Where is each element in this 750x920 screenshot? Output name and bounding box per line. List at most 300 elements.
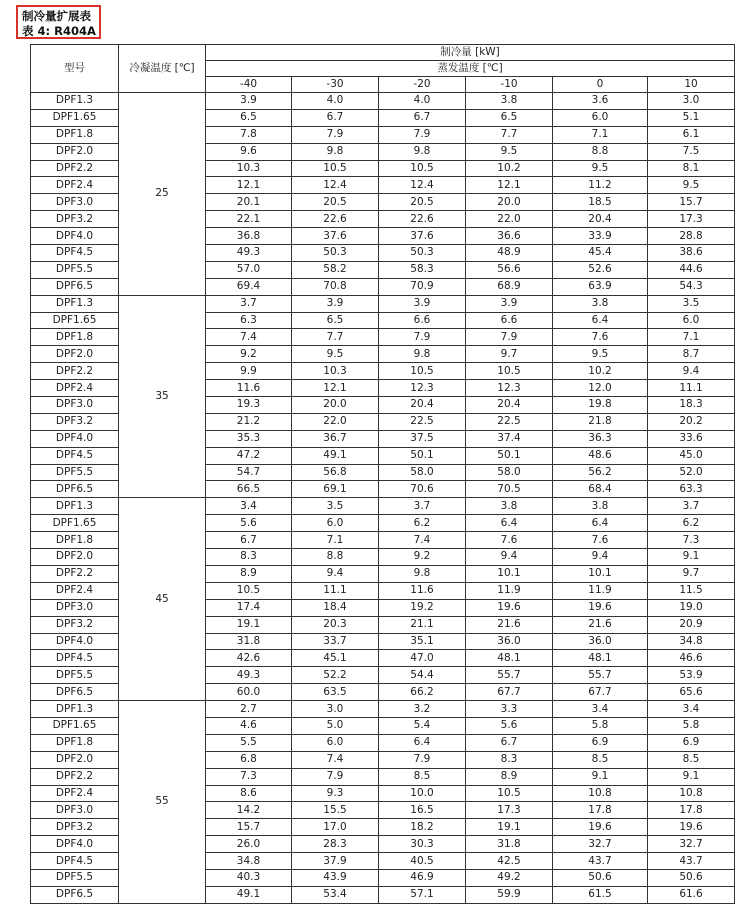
model-cell: DPF1.3 xyxy=(31,93,119,110)
capacity-cell: 21.6 xyxy=(466,616,553,633)
model-cell: DPF1.8 xyxy=(31,126,119,143)
capacity-cell: 3.9 xyxy=(379,295,466,312)
model-cell: DPF3.0 xyxy=(31,599,119,616)
capacity-cell: 10.5 xyxy=(379,363,466,380)
model-cell: DPF3.0 xyxy=(31,194,119,211)
capacity-cell: 6.0 xyxy=(292,734,379,751)
model-cell: DPF3.0 xyxy=(31,397,119,414)
table-body xyxy=(31,93,735,904)
capacity-cell: 9.7 xyxy=(466,346,553,363)
model-cell: DPF2.2 xyxy=(31,363,119,380)
capacity-cell: 3.0 xyxy=(292,701,379,718)
capacity-cell: 6.4 xyxy=(553,515,648,532)
capacity-cell: 5.8 xyxy=(553,717,648,734)
model-cell: DPF3.2 xyxy=(31,819,119,836)
capacity-cell: 6.1 xyxy=(648,126,735,143)
capacity-cell: 56.8 xyxy=(292,464,379,481)
capacity-cell: 22.5 xyxy=(466,413,553,430)
capacity-cell: 8.9 xyxy=(466,768,553,785)
capacity-cell: 9.7 xyxy=(648,565,735,582)
capacity-cell: 8.9 xyxy=(206,565,292,582)
capacity-cell: 7.6 xyxy=(466,532,553,549)
capacity-cell: 6.7 xyxy=(206,532,292,549)
capacity-cell: 21.6 xyxy=(553,616,648,633)
capacity-cell: 10.0 xyxy=(379,785,466,802)
capacity-cell: 19.6 xyxy=(466,599,553,616)
capacity-cell: 7.9 xyxy=(379,329,466,346)
capacity-cell: 70.5 xyxy=(466,481,553,498)
capacity-cell: 7.1 xyxy=(292,532,379,549)
capacity-table xyxy=(30,44,735,904)
capacity-cell: 36.7 xyxy=(292,430,379,447)
model-cell: DPF4.5 xyxy=(31,853,119,870)
capacity-cell: 4.6 xyxy=(206,717,292,734)
capacity-cell: 58.3 xyxy=(379,261,466,278)
capacity-cell: 6.4 xyxy=(553,312,648,329)
capacity-cell: 20.3 xyxy=(292,616,379,633)
capacity-cell: 7.9 xyxy=(466,329,553,346)
capacity-cell: 46.6 xyxy=(648,650,735,667)
model-cell: DPF2.0 xyxy=(31,346,119,363)
capacity-cell: 7.7 xyxy=(466,126,553,143)
table-row xyxy=(31,295,735,312)
capacity-cell: 6.0 xyxy=(292,515,379,532)
evap-col-header: -20 xyxy=(379,77,466,93)
evap-col-header: -30 xyxy=(292,77,379,93)
capacity-cell: 6.0 xyxy=(648,312,735,329)
model-cell: DPF3.0 xyxy=(31,802,119,819)
capacity-cell: 57.0 xyxy=(206,261,292,278)
capacity-cell: 10.2 xyxy=(466,160,553,177)
capacity-cell: 3.4 xyxy=(206,498,292,515)
capacity-cell: 3.9 xyxy=(466,295,553,312)
capacity-cell: 10.1 xyxy=(466,565,553,582)
capacity-cell: 7.4 xyxy=(379,532,466,549)
capacity-cell: 36.3 xyxy=(553,430,648,447)
capacity-cell: 11.2 xyxy=(553,177,648,194)
capacity-cell: 18.3 xyxy=(648,397,735,414)
capacity-cell: 10.3 xyxy=(206,160,292,177)
capacity-cell: 22.6 xyxy=(292,211,379,228)
capacity-cell: 7.3 xyxy=(648,532,735,549)
capacity-cell: 21.1 xyxy=(379,616,466,633)
capacity-cell: 3.8 xyxy=(466,498,553,515)
capacity-cell: 67.7 xyxy=(553,684,648,701)
capacity-cell: 16.5 xyxy=(379,802,466,819)
capacity-cell: 63.9 xyxy=(553,278,648,295)
model-cell: DPF2.4 xyxy=(31,582,119,599)
capacity-cell: 68.9 xyxy=(466,278,553,295)
capacity-cell: 61.5 xyxy=(553,886,648,903)
capacity-cell: 17.8 xyxy=(553,802,648,819)
capacity-cell: 40.3 xyxy=(206,869,292,886)
model-cell: DPF4.0 xyxy=(31,228,119,245)
capacity-cell: 19.0 xyxy=(648,599,735,616)
capacity-cell: 44.6 xyxy=(648,261,735,278)
capacity-cell: 18.4 xyxy=(292,599,379,616)
capacity-cell: 10.2 xyxy=(553,363,648,380)
model-cell: DPF2.4 xyxy=(31,177,119,194)
model-cell: DPF3.2 xyxy=(31,211,119,228)
capacity-cell: 20.2 xyxy=(648,413,735,430)
capacity-cell: 43.9 xyxy=(292,869,379,886)
capacity-cell: 9.8 xyxy=(379,143,466,160)
capacity-cell: 21.2 xyxy=(206,413,292,430)
capacity-cell: 9.1 xyxy=(553,768,648,785)
capacity-cell: 6.5 xyxy=(466,109,553,126)
capacity-cell: 8.7 xyxy=(648,346,735,363)
capacity-cell: 34.8 xyxy=(648,633,735,650)
capacity-cell: 6.7 xyxy=(466,734,553,751)
capacity-cell: 63.5 xyxy=(292,684,379,701)
capacity-cell: 3.7 xyxy=(206,295,292,312)
capacity-cell: 15.7 xyxy=(648,194,735,211)
model-cell: DPF5.5 xyxy=(31,464,119,481)
capacity-cell: 54.7 xyxy=(206,464,292,481)
capacity-cell: 36.0 xyxy=(553,633,648,650)
capacity-cell: 12.1 xyxy=(466,177,553,194)
capacity-cell: 8.1 xyxy=(648,160,735,177)
capacity-cell: 36.6 xyxy=(466,228,553,245)
capacity-cell: 22.1 xyxy=(206,211,292,228)
cond-temp-cell: 45 xyxy=(119,498,206,701)
capacity-cell: 22.0 xyxy=(466,211,553,228)
capacity-cell: 3.8 xyxy=(466,93,553,110)
model-cell: DPF3.2 xyxy=(31,616,119,633)
capacity-cell: 7.5 xyxy=(648,143,735,160)
cond-temp-cell: 25 xyxy=(119,93,206,296)
capacity-cell: 9.1 xyxy=(648,768,735,785)
capacity-cell: 56.6 xyxy=(466,261,553,278)
capacity-cell: 9.4 xyxy=(466,549,553,566)
capacity-cell: 7.8 xyxy=(206,126,292,143)
capacity-cell: 22.5 xyxy=(379,413,466,430)
capacity-cell: 52.6 xyxy=(553,261,648,278)
capacity-cell: 38.6 xyxy=(648,245,735,262)
model-cell: DPF1.65 xyxy=(31,515,119,532)
capacity-cell: 20.1 xyxy=(206,194,292,211)
capacity-cell: 19.3 xyxy=(206,397,292,414)
capacity-cell: 6.7 xyxy=(292,109,379,126)
capacity-cell: 70.9 xyxy=(379,278,466,295)
evap-temp-header: 蒸发温度 [℃] xyxy=(206,61,735,77)
model-cell: DPF4.0 xyxy=(31,430,119,447)
capacity-cell: 32.7 xyxy=(553,836,648,853)
model-cell: DPF2.2 xyxy=(31,768,119,785)
capacity-cell: 50.1 xyxy=(379,447,466,464)
capacity-cell: 12.0 xyxy=(553,380,648,397)
capacity-cell: 33.7 xyxy=(292,633,379,650)
capacity-cell: 8.3 xyxy=(466,751,553,768)
evap-col-header: -40 xyxy=(206,77,292,93)
capacity-cell: 3.7 xyxy=(648,498,735,515)
capacity-cell: 33.6 xyxy=(648,430,735,447)
capacity-cell: 37.4 xyxy=(466,430,553,447)
capacity-cell: 7.6 xyxy=(553,532,648,549)
capacity-cell: 20.9 xyxy=(648,616,735,633)
capacity-cell: 9.4 xyxy=(648,363,735,380)
capacity-cell: 9.5 xyxy=(553,160,648,177)
capacity-cell: 18.2 xyxy=(379,819,466,836)
model-cell: DPF2.0 xyxy=(31,143,119,160)
capacity-cell: 20.4 xyxy=(553,211,648,228)
capacity-cell: 12.4 xyxy=(292,177,379,194)
capacity-cell: 22.0 xyxy=(292,413,379,430)
capacity-cell: 47.0 xyxy=(379,650,466,667)
capacity-cell: 15.5 xyxy=(292,802,379,819)
capacity-cell: 8.6 xyxy=(206,785,292,802)
model-cell: DPF2.2 xyxy=(31,565,119,582)
capacity-cell: 6.9 xyxy=(553,734,648,751)
capacity-cell: 19.8 xyxy=(553,397,648,414)
capacity-cell: 61.6 xyxy=(648,886,735,903)
model-cell: DPF5.5 xyxy=(31,869,119,886)
capacity-cell: 48.1 xyxy=(466,650,553,667)
capacity-cell: 49.3 xyxy=(206,245,292,262)
capacity-cell: 7.1 xyxy=(648,329,735,346)
capacity-cell: 6.7 xyxy=(379,109,466,126)
capacity-cell: 3.7 xyxy=(379,498,466,515)
model-cell: DPF4.0 xyxy=(31,633,119,650)
capacity-cell: 35.3 xyxy=(206,430,292,447)
capacity-cell: 8.3 xyxy=(206,549,292,566)
capacity-cell: 12.1 xyxy=(206,177,292,194)
capacity-cell: 34.8 xyxy=(206,853,292,870)
capacity-cell: 50.6 xyxy=(648,869,735,886)
capacity-cell: 19.1 xyxy=(206,616,292,633)
capacity-cell: 12.4 xyxy=(379,177,466,194)
capacity-cell: 6.6 xyxy=(466,312,553,329)
model-cell: DPF2.2 xyxy=(31,160,119,177)
capacity-cell: 48.6 xyxy=(553,447,648,464)
capacity-cell: 43.7 xyxy=(553,853,648,870)
capacity-cell: 10.5 xyxy=(466,363,553,380)
model-header: 型号 xyxy=(31,45,119,93)
capacity-cell: 7.9 xyxy=(292,768,379,785)
capacity-cell: 20.4 xyxy=(379,397,466,414)
capacity-cell: 5.4 xyxy=(379,717,466,734)
capacity-cell: 14.2 xyxy=(206,802,292,819)
capacity-cell: 47.2 xyxy=(206,447,292,464)
capacity-cell: 7.1 xyxy=(553,126,648,143)
capacity-cell: 6.6 xyxy=(379,312,466,329)
model-cell: DPF1.8 xyxy=(31,734,119,751)
model-cell: DPF1.3 xyxy=(31,295,119,312)
capacity-cell: 11.1 xyxy=(292,582,379,599)
capacity-cell: 67.7 xyxy=(466,684,553,701)
capacity-cell: 54.3 xyxy=(648,278,735,295)
capacity-cell: 31.8 xyxy=(466,836,553,853)
capacity-cell: 70.6 xyxy=(379,481,466,498)
capacity-cell: 54.4 xyxy=(379,667,466,684)
capacity-cell: 9.8 xyxy=(379,346,466,363)
table-title-box xyxy=(16,5,101,39)
model-cell: DPF1.8 xyxy=(31,329,119,346)
capacity-cell: 19.6 xyxy=(648,819,735,836)
capacity-cell: 10.5 xyxy=(292,160,379,177)
model-cell: DPF4.0 xyxy=(31,836,119,853)
model-cell: DPF2.4 xyxy=(31,785,119,802)
capacity-cell: 33.9 xyxy=(553,228,648,245)
capacity-cell: 50.1 xyxy=(466,447,553,464)
capacity-cell: 17.0 xyxy=(292,819,379,836)
capacity-cell: 4.0 xyxy=(292,93,379,110)
capacity-cell: 10.5 xyxy=(379,160,466,177)
capacity-cell: 6.3 xyxy=(206,312,292,329)
capacity-cell: 6.0 xyxy=(553,109,648,126)
model-cell: DPF2.4 xyxy=(31,380,119,397)
capacity-cell: 46.9 xyxy=(379,869,466,886)
model-cell: DPF4.5 xyxy=(31,650,119,667)
capacity-cell: 58.0 xyxy=(379,464,466,481)
capacity-cell: 11.6 xyxy=(206,380,292,397)
capacity-cell: 37.5 xyxy=(379,430,466,447)
capacity-cell: 56.2 xyxy=(553,464,648,481)
capacity-cell: 31.8 xyxy=(206,633,292,650)
capacity-cell: 3.9 xyxy=(206,93,292,110)
capacity-cell: 3.8 xyxy=(553,295,648,312)
table-row xyxy=(31,93,735,110)
capacity-cell: 2.7 xyxy=(206,701,292,718)
capacity-cell: 7.4 xyxy=(206,329,292,346)
capacity-cell: 48.9 xyxy=(466,245,553,262)
capacity-cell: 20.0 xyxy=(466,194,553,211)
capacity-cell: 9.9 xyxy=(206,363,292,380)
capacity-cell: 5.8 xyxy=(648,717,735,734)
capacity-cell: 32.7 xyxy=(648,836,735,853)
capacity-cell: 3.4 xyxy=(648,701,735,718)
model-cell: DPF1.8 xyxy=(31,532,119,549)
capacity-cell: 45.1 xyxy=(292,650,379,667)
capacity-cell: 45.4 xyxy=(553,245,648,262)
capacity-cell: 52.0 xyxy=(648,464,735,481)
capacity-cell: 8.8 xyxy=(553,143,648,160)
model-cell: DPF1.65 xyxy=(31,109,119,126)
capacity-cell: 50.3 xyxy=(292,245,379,262)
capacity-cell: 17.8 xyxy=(648,802,735,819)
capacity-cell: 5.0 xyxy=(292,717,379,734)
capacity-cell: 11.1 xyxy=(648,380,735,397)
capacity-cell: 11.5 xyxy=(648,582,735,599)
capacity-cell: 50.6 xyxy=(553,869,648,886)
capacity-cell: 11.9 xyxy=(553,582,648,599)
capacity-cell: 7.4 xyxy=(292,751,379,768)
capacity-cell: 68.4 xyxy=(553,481,648,498)
capacity-cell: 30.3 xyxy=(379,836,466,853)
capacity-cell: 9.5 xyxy=(648,177,735,194)
capacity-cell: 10.5 xyxy=(466,785,553,802)
capacity-cell: 36.0 xyxy=(466,633,553,650)
capacity-cell: 3.0 xyxy=(648,93,735,110)
capacity-cell: 9.2 xyxy=(206,346,292,363)
capacity-cell: 20.5 xyxy=(379,194,466,211)
capacity-cell: 19.1 xyxy=(466,819,553,836)
capacity-cell: 48.1 xyxy=(553,650,648,667)
capacity-cell: 3.2 xyxy=(379,701,466,718)
evap-col-header: -10 xyxy=(466,77,553,93)
capacity-cell: 9.6 xyxy=(206,143,292,160)
capacity-cell: 53.9 xyxy=(648,667,735,684)
capacity-cell: 6.4 xyxy=(379,734,466,751)
capacity-cell: 19.6 xyxy=(553,819,648,836)
model-cell: DPF6.5 xyxy=(31,278,119,295)
capacity-cell: 10.5 xyxy=(206,582,292,599)
model-cell: DPF6.5 xyxy=(31,481,119,498)
capacity-cell: 9.5 xyxy=(553,346,648,363)
capacity-cell: 3.5 xyxy=(648,295,735,312)
model-cell: DPF5.5 xyxy=(31,667,119,684)
capacity-cell: 10.8 xyxy=(553,785,648,802)
capacity-cell: 9.8 xyxy=(292,143,379,160)
capacity-cell: 6.2 xyxy=(648,515,735,532)
table-row xyxy=(31,498,735,515)
capacity-cell: 66.5 xyxy=(206,481,292,498)
capacity-cell: 8.5 xyxy=(553,751,648,768)
capacity-cell: 12.3 xyxy=(379,380,466,397)
capacity-cell: 50.3 xyxy=(379,245,466,262)
model-cell: DPF4.5 xyxy=(31,245,119,262)
capacity-cell: 3.3 xyxy=(466,701,553,718)
model-cell: DPF1.3 xyxy=(31,498,119,515)
capacity-cell: 18.5 xyxy=(553,194,648,211)
capacity-cell: 17.3 xyxy=(648,211,735,228)
capacity-cell: 9.4 xyxy=(553,549,648,566)
capacity-cell: 53.4 xyxy=(292,886,379,903)
capacity-cell: 37.9 xyxy=(292,853,379,870)
capacity-cell: 20.0 xyxy=(292,397,379,414)
capacity-cell: 69.4 xyxy=(206,278,292,295)
capacity-cell: 9.2 xyxy=(379,549,466,566)
capacity-cell: 9.5 xyxy=(292,346,379,363)
capacity-cell: 49.1 xyxy=(292,447,379,464)
capacity-cell: 28.3 xyxy=(292,836,379,853)
capacity-cell: 3.4 xyxy=(553,701,648,718)
capacity-cell: 9.1 xyxy=(648,549,735,566)
capacity-cell: 8.5 xyxy=(379,768,466,785)
capacity-cell: 19.6 xyxy=(553,599,648,616)
capacity-cell: 10.8 xyxy=(648,785,735,802)
model-cell: DPF1.65 xyxy=(31,717,119,734)
capacity-cell: 3.6 xyxy=(553,93,648,110)
capacity-cell: 5.6 xyxy=(466,717,553,734)
capacity-cell: 58.0 xyxy=(466,464,553,481)
cond-temp-cell: 55 xyxy=(119,701,206,904)
capacity-cell: 17.3 xyxy=(466,802,553,819)
capacity-cell: 7.6 xyxy=(553,329,648,346)
capacity-cell: 20.5 xyxy=(292,194,379,211)
model-cell: DPF2.0 xyxy=(31,751,119,768)
capacity-cell: 7.3 xyxy=(206,768,292,785)
capacity-cell: 43.7 xyxy=(648,853,735,870)
model-cell: DPF6.5 xyxy=(31,886,119,903)
evap-col-header: 10 xyxy=(648,77,735,93)
capacity-cell: 9.8 xyxy=(379,565,466,582)
capacity-cell: 6.8 xyxy=(206,751,292,768)
capacity-cell: 20.4 xyxy=(466,397,553,414)
capacity-cell: 6.4 xyxy=(466,515,553,532)
capacity-cell: 7.7 xyxy=(292,329,379,346)
capacity-cell: 9.4 xyxy=(292,565,379,582)
capacity-cell: 36.8 xyxy=(206,228,292,245)
capacity-cell: 6.9 xyxy=(648,734,735,751)
capacity-header: 制冷量 [kW] xyxy=(206,45,735,61)
model-cell: DPF3.2 xyxy=(31,413,119,430)
capacity-cell: 12.3 xyxy=(466,380,553,397)
capacity-cell: 42.6 xyxy=(206,650,292,667)
capacity-cell: 11.6 xyxy=(379,582,466,599)
capacity-cell: 7.9 xyxy=(379,751,466,768)
capacity-cell: 5.6 xyxy=(206,515,292,532)
